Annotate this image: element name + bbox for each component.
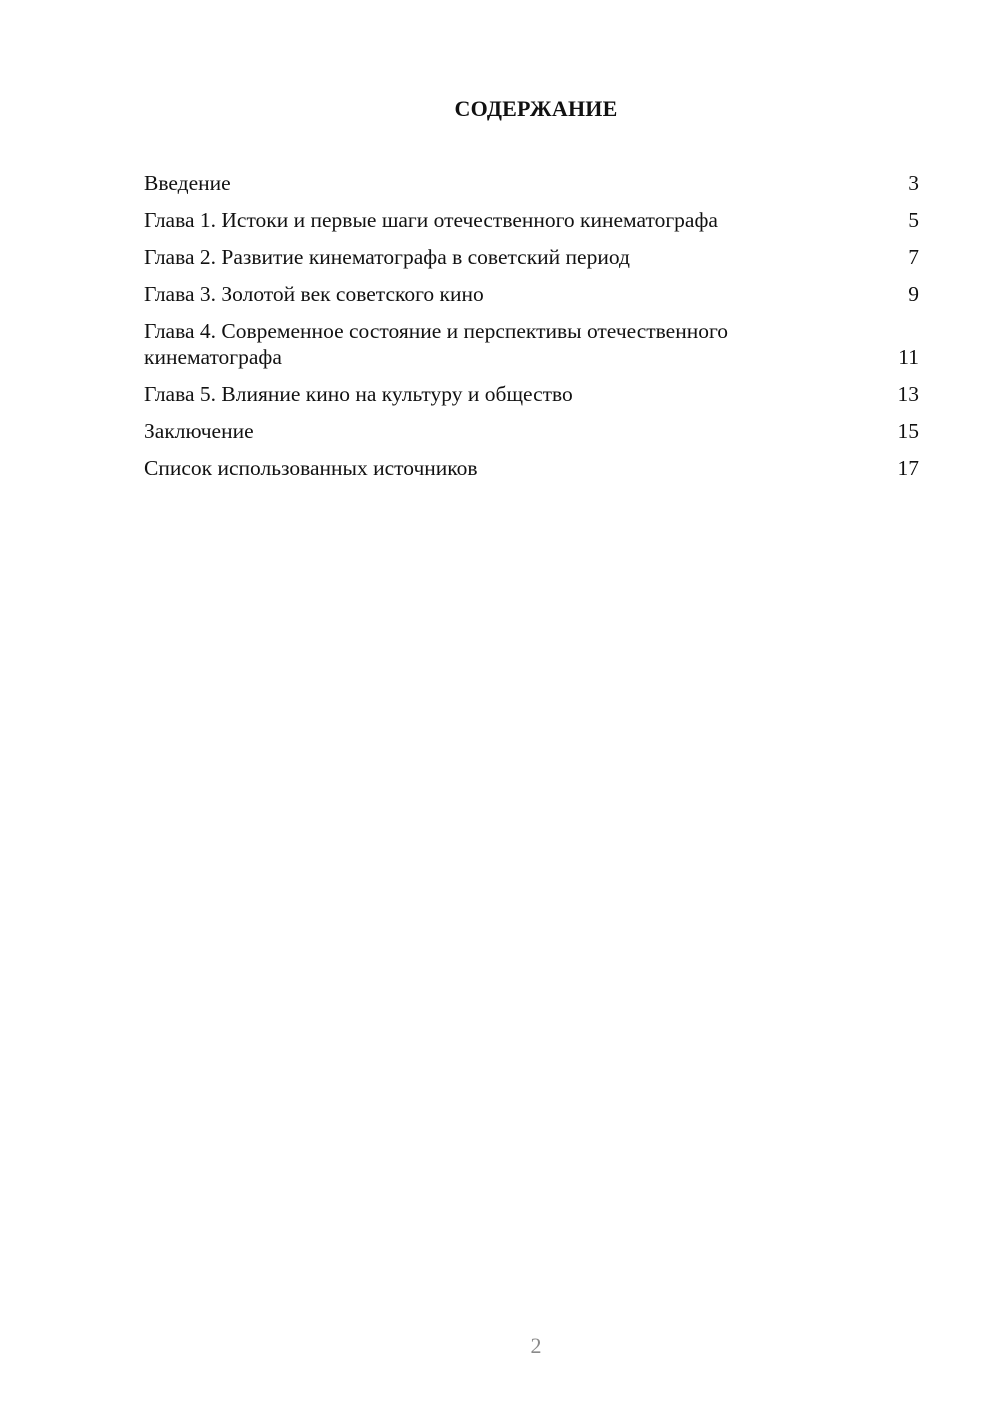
toc-entry-conclusion <box>144 418 919 444</box>
toc-entry-page: 15 <box>897 419 919 443</box>
toc-entry-label: Глава 5. Влияние кино на культуру и общество <box>144 382 573 406</box>
toc-entry-page: 11 <box>898 345 919 369</box>
toc-entry-label: Список использованных источников <box>144 456 478 480</box>
toc-entry-page: 7 <box>908 245 919 269</box>
toc-entry-page: 3 <box>908 171 919 195</box>
toc-entry-introduction <box>144 170 919 196</box>
toc-entry-references <box>144 455 919 481</box>
toc-entry-label: Глава 2. Развитие кинематографа в советский период <box>144 245 630 269</box>
toc-entry-label-line-1: Глава 4. Современное состояние и перспективы отечественного <box>144 319 729 343</box>
toc-entry-chapter-4 <box>144 318 919 370</box>
toc-entry-chapter-2 <box>144 244 919 270</box>
toc-entry-label: Введение <box>144 171 231 195</box>
toc-entry-label: Глава 3. Золотой век советского кино <box>144 282 484 306</box>
toc-entry-chapter-3 <box>144 281 919 307</box>
toc-entry-page: 13 <box>897 382 919 406</box>
toc-entry-label-line-2: кинематографа <box>144 345 282 369</box>
table-of-contents <box>144 170 919 492</box>
toc-entry-page: 9 <box>908 282 919 306</box>
toc-entry-page: 5 <box>908 208 919 232</box>
toc-entry-chapter-5 <box>144 381 919 407</box>
toc-title: СОДЕРЖАНИЕ <box>454 96 618 121</box>
toc-entry-label: Заключение <box>144 419 254 443</box>
toc-entry-label <box>144 318 889 370</box>
toc-entry-page: 17 <box>897 456 919 480</box>
toc-entry-label: Глава 1. Истоки и первые шаги отечественного кинематографа <box>144 208 718 232</box>
toc-entry-chapter-1 <box>144 207 919 233</box>
page-number: 2 <box>530 1333 542 1358</box>
